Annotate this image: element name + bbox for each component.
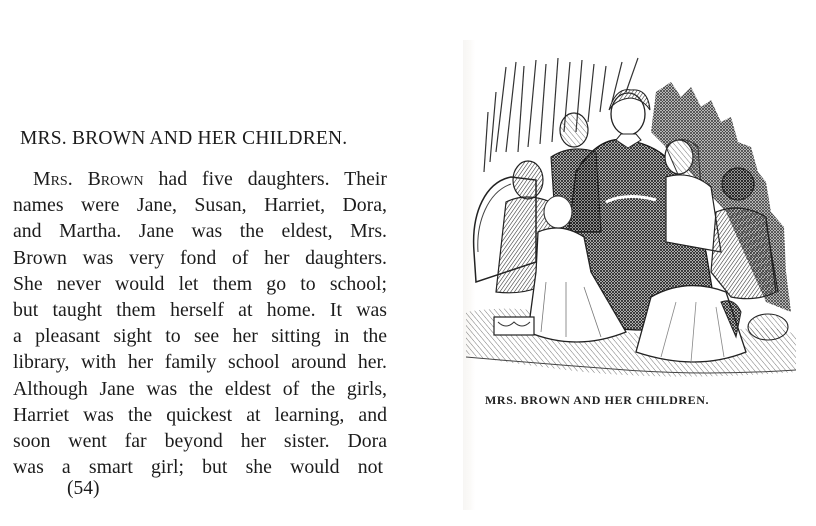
page-number: (54): [67, 478, 100, 499]
text-line: soon went far beyond her sister. Dora: [13, 430, 387, 453]
text-line: and Martha. Jane was the eldest, Mrs.: [13, 220, 387, 243]
engraving-illustration: [466, 52, 796, 380]
text-line: a pleasant sight to see her sitting in the: [13, 325, 387, 348]
text-line: library, with her family school around her.: [13, 351, 387, 374]
text-line: Mrs. Brown had five daughters. Their: [33, 168, 387, 190]
chapter-heading: MRS. BROWN AND HER CHILDREN.: [20, 128, 348, 149]
text-line: names were Jane, Susan, Harriet, Dora,: [13, 194, 387, 217]
illustration-caption: MRS. BROWN AND HER CHILDREN.: [485, 393, 710, 407]
text-line: Brown was very fond of her daughters.: [13, 246, 387, 269]
text-line: Although Jane was the eldest of the girls,: [13, 377, 387, 400]
body-text: [13, 166, 387, 480]
right-page: [466, 0, 816, 526]
text-line: Harriet was the quickest at learning, and: [13, 403, 387, 426]
footstool: [494, 317, 534, 335]
text-line: was a smart girl; but she would not: [13, 456, 383, 479]
text-line: but taught them herself at home. It was: [13, 299, 387, 322]
lead-small-caps: Mrs. Brown: [33, 168, 144, 190]
sewing-basket: [748, 314, 788, 340]
text-line: She never would let them go to school;: [13, 272, 387, 295]
